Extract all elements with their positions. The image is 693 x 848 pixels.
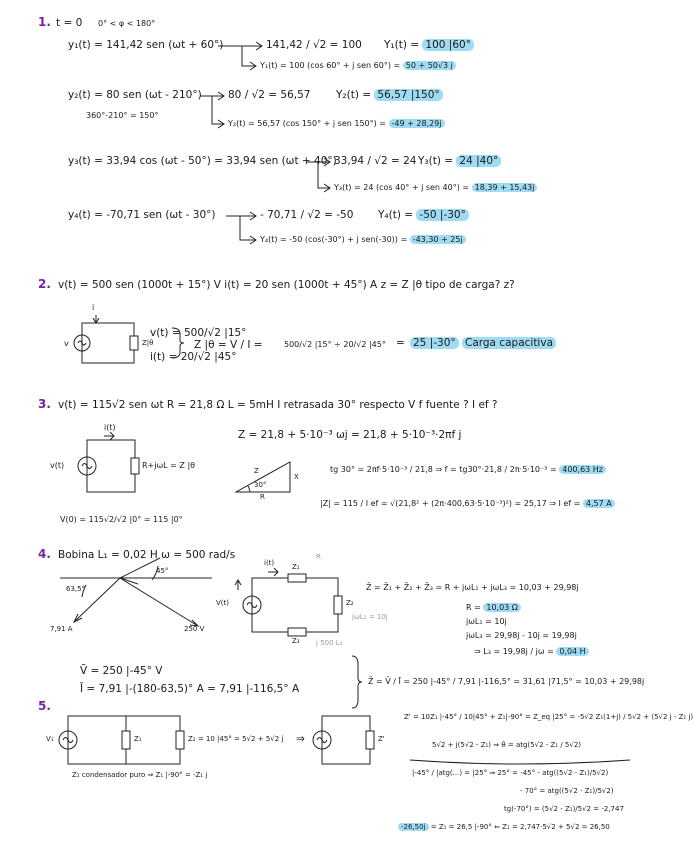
p1-y3-result: 24 |40°	[456, 155, 501, 167]
p1-y3-amplitude: 33,94 / √2 = 24	[334, 155, 417, 167]
p1-y2-note: 360°-210° = 150°	[86, 111, 159, 120]
p4-phasor-45: 45°	[156, 567, 169, 575]
p4-statement: Bobina L₁ = 0,02 H ω = 500 rad/s	[58, 549, 236, 561]
p1-y2-rect-result: -49 + 28,29j	[389, 119, 445, 128]
p3-circuit-impedance-label: R+jωL = Z |θ	[142, 461, 196, 470]
p1-y3-phasor: Y₃(t) = 24 |40°	[418, 156, 501, 167]
p4-l3-result: 0,04 H	[556, 647, 588, 656]
p4-l3-value: ⇒ L₃ = 19,98j / jω = 0,04 H	[474, 648, 589, 656]
problem-1-number: 1.	[38, 15, 51, 29]
p1-y3: y₃(t) = 33,94 cos (ωt - 50°) = 33,94 sen (ωt + 40°)	[68, 155, 337, 167]
p4-jwl2-label: jωL₂ = 10j	[352, 613, 388, 621]
p3-circuit-current-label: i(t)	[104, 423, 116, 432]
p4-impedance-sum: Z̄ = Z̄₁ + Z̄₂ + Z̄₃ = R + jωL₁ + jωL₃ = 10,03 + 29,98j	[366, 583, 579, 592]
p1-y1-rect-result: 50 + 50√3 j	[403, 61, 456, 70]
p3-v0: V(0) = 115√2/√2 |0° = 115 |0°	[60, 515, 183, 524]
p1-y2: y₂(t) = 80 sen (ωt - 210°)	[68, 89, 202, 101]
p5-equivalent-arrow: ⇒	[296, 733, 305, 745]
p1-y2-amplitude: 80 / √2 = 56,57	[228, 89, 311, 101]
p5-minus-70: - 70° = atg((5√2 - Z₁)/5√2)	[520, 787, 614, 795]
p4-circuit-current-label: i(t)	[264, 559, 275, 567]
problem-5-number: 5.	[38, 699, 51, 713]
p3-modulus: |Z| = 115 / I ef = √(21,8² + (2π·400,63·5·10⁻³)²) = 25,17 ⇒ I ef = 4,57 A	[320, 500, 615, 508]
p1-y4-amplitude: - 70,71 / √2 = -50	[260, 209, 354, 221]
p1-y1-phasor: Y₁(t) = 100 |60°	[384, 40, 474, 51]
p1-y1-rect: Y₁(t) = 100 (cos 60° + j sen 60°) = 50 + 50√3 j	[260, 62, 456, 70]
problem-4-number: 4.	[38, 547, 51, 561]
p4-vbar: V̄ = 250 |-45° V	[80, 665, 163, 677]
p4-zbar: Z̄ = V̄ / Ī = 250 |-45° / 7,91 |-116,5° = 31,61 |71,5° = 10,03 + 29,98j	[368, 677, 645, 686]
p3-triangle-z: Z	[254, 467, 259, 475]
p1-y4-rect-result: -43,30 + 25j	[410, 235, 466, 244]
p3-triangle-x: X	[294, 473, 299, 481]
problem-2-number: 2.	[38, 277, 51, 291]
p5-angle: |-45° / |atg(...) = |25° ⇒ 25° = -45° - atg((5√2 - Z₁)/5√2)	[412, 769, 609, 777]
p3-ief-result: 4,57 A	[583, 499, 615, 508]
p3-frequency-result: 400,63 Hz	[559, 465, 606, 474]
p5-capacitor-note: Z₁ condensador puro ⇒ Z₁ |-90° = -Z₁ j	[72, 771, 208, 779]
p1-condition-t: t = 0	[56, 17, 83, 29]
p5-z2-label: Z₂ = 10 |45° = 5√2 + 5√2 j	[188, 735, 284, 743]
p1-y1-amplitude: 141,42 / √2 = 100	[266, 39, 362, 51]
p4-jwl1-value: jωL₁ = 10j	[466, 617, 507, 626]
p2-load-type: Carga capacitiva	[462, 337, 556, 349]
p3-impedance-expression: Z = 21,8 + 5·10⁻³ ωj = 21,8 + 5·10⁻³·2πf j	[238, 429, 462, 441]
p5-final: -26,50j = Z₁ = 26,5 |-90° ⇐ Z₁ = 2,747·5√2 + 5√2 = 26,50	[398, 824, 610, 831]
problem-3-number: 3.	[38, 397, 51, 411]
p1-y4-phasor: Y₄(t) = -50 |-30°	[378, 210, 469, 221]
p1-y2-result: 56,57 |150°	[374, 89, 442, 101]
p4-z1-label: Z₁	[292, 563, 300, 571]
p3-circuit-voltage-label: v(t)	[50, 461, 65, 470]
p1-y4-result: -50 |-30°	[416, 209, 468, 221]
p5-theta: 5√2 + j(5√2 - Z₁) ⇒ θ = atg(5√2 - Z₁ / 5√2)	[432, 741, 582, 749]
p1-y4: y₄(t) = -70,71 sen (ωt - 30°)	[68, 209, 216, 221]
p3-triangle-angle: 30°	[254, 481, 267, 489]
p2-circuit-voltage-label: v	[64, 339, 69, 348]
p5-circuits	[59, 716, 630, 764]
p5-tan-70: tg(-70°) = (5√2 - Z₁)/5√2 = -2,747	[504, 805, 624, 813]
p4-jwl3-value: jωL₃ = 29,98j - 10j = 19,98j	[466, 631, 577, 640]
p4-r-result: 10,03 Ω	[483, 603, 521, 612]
p2-fraction: 500/√2 |15° ÷ 20/√2 |45°	[284, 340, 386, 349]
p1-y3-rect: Y₃(t) = 24 (cos 40° + j sen 40°) = 18,39 + 15,43j	[334, 184, 537, 192]
p4-r-label: R	[316, 553, 321, 561]
p2-equals: =	[396, 337, 405, 349]
p5-z1-label: Z₁	[134, 735, 142, 743]
p4-phasor-voltage: 250 V	[184, 625, 205, 633]
p2-circuit-current-label: i	[92, 303, 95, 312]
p4-jwl3-label: j 500 L₃	[316, 639, 343, 647]
p1-y4-rect: Y₄(t) = -50 (cos(-30°) + j sen(-30)) = -43,30 + 25j	[260, 236, 466, 244]
p4-r-value: R = 10,03 Ω	[466, 604, 521, 612]
p4-z3-label: Z₃	[292, 637, 300, 645]
p4-phasor-current: 7,91 A	[50, 625, 73, 633]
p5-final-result: -26,50j	[398, 823, 429, 831]
p4-ibar: Ī = 7,91 |-(180-63,5)° A = 7,91 |-116,5° A	[80, 683, 300, 695]
p1-y1-result: 100 |60°	[422, 39, 474, 51]
p4-circuit-voltage-label: V(t)	[216, 599, 229, 607]
p4-z2-label: Z₂	[346, 599, 354, 607]
p5-zprime: Z' = 10Z₁ |-45° / 10|45° + Z₁|-90° = Z_eq |25° = -5√2 Z₁(1+j) / 5√2 + (5√2 j - Z₁ j)	[404, 713, 693, 721]
p1-y1: y₁(t) = 141,42 sen (ωt + 60°)	[68, 39, 224, 51]
p1-y3-rect-result: 18,39 + 15,43j	[472, 183, 538, 192]
p2-voltage-phasor: v(t) = 500/√2 |15°	[150, 327, 247, 339]
p2-circuit-impedance-label: Z|θ	[142, 339, 154, 347]
p2-impedance-result: 25 |-30°	[410, 337, 459, 349]
p1-y2-rect: Y₂(t) = 56,57 (cos 150° + j sen 150°) = -49 + 28,29j	[228, 120, 445, 128]
p3-triangle-r: R	[260, 493, 265, 501]
p2-result	[410, 338, 556, 349]
p1-condition-phi: 0° < φ < 180°	[98, 19, 156, 28]
p4-phasor-63: 63,5°	[66, 585, 86, 593]
p1-y2-phasor: Y₂(t) = 56,57 |150°	[336, 90, 443, 101]
p2-statement: v(t) = 500 sen (1000t + 15°) V i(t) = 20 sen (1000t + 45°) A z = Z |θ tipo de carga? z?	[58, 279, 515, 291]
p2-current-phasor: i(t) = 20/√2 |45°	[150, 351, 237, 363]
p3-tangent: tg 30° = 2πf·5·10⁻³ / 21,8 ⇒ f = tg30°·21,8 / 2π·5·10⁻³ = 400,63 Hz	[330, 466, 606, 474]
p5-zprime-label: Z'	[378, 735, 385, 743]
p3-statement: v(t) = 115√2 sen ωt R = 21,8 Ω L = 5mH I retrasada 30° respecto V f fuente ? I ef ?	[58, 399, 498, 411]
p2-impedance-eq: Z |θ = V / I =	[194, 339, 263, 351]
p5-source-label: V₁	[46, 735, 54, 743]
